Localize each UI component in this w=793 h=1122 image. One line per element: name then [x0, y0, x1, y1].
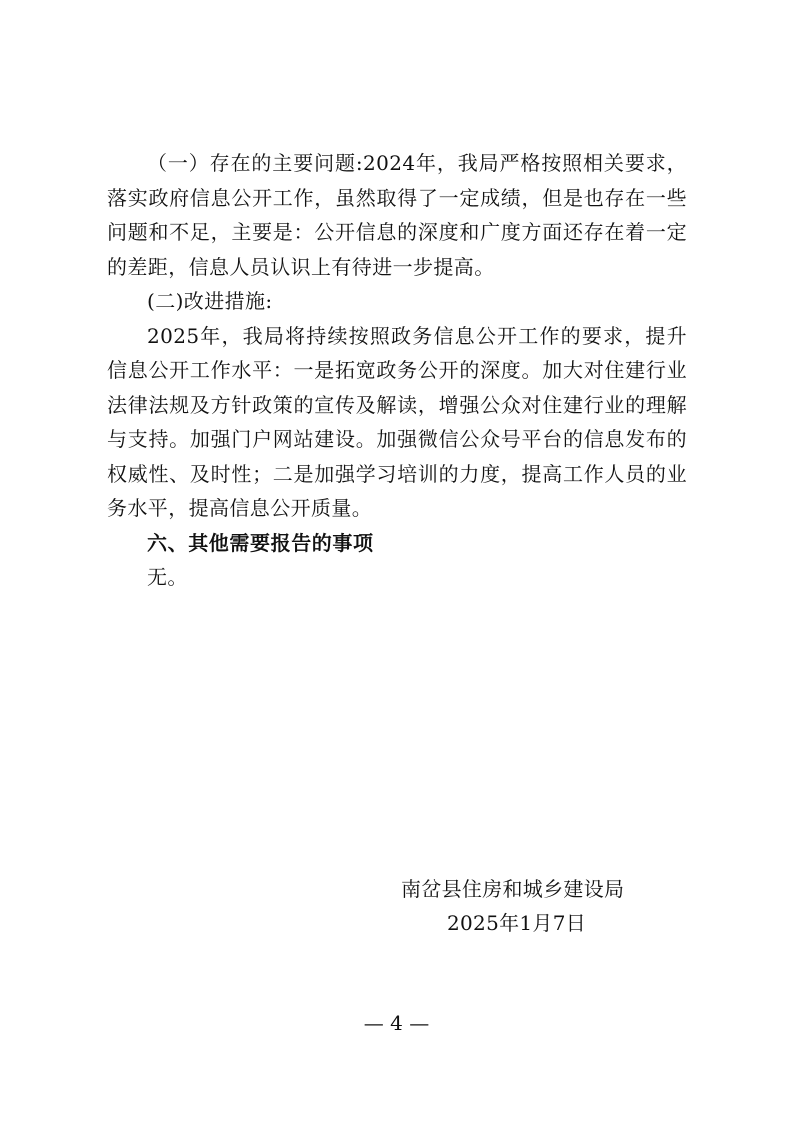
document-body: [107, 146, 687, 595]
section-body-other-matters: 无。: [147, 565, 188, 589]
signature-date: 2025年1月7日: [447, 911, 587, 935]
page-number: — 4 —: [363, 1011, 430, 1035]
section-heading-other-matters: 六、其他需要报告的事项: [147, 530, 374, 555]
signature-organization: 南岔县住房和城乡建设局: [401, 877, 625, 901]
paragraph-improvement-heading: (二)改进措施:: [147, 289, 273, 313]
paragraph-improvement-measures: 2025年，我局将持续按照政务信息公开工作的要求，提升信息公开工作水平：一是拓宽政务公开的深度。加大对住建行业法律法规及方针政策的宣传及解读，增强公众对住建行业的理解与支持。加强门户网站建设。加强微信公众号平台的信息发布的权威性、及时性；二是加强学习培训的力度，提高工作人员的业务水平，提高信息公开质量。: [107, 323, 687, 520]
paragraph-existing-problems: （一）存在的主要问题:2024年，我局严格按照相关要求，落实政府信息公开工作，虽然取得了一定成绩，但是也存在一些问题和不足，主要是：公开信息的深度和广度方面还存在着一定的差距，信息人员认识上有待进一步提高。: [107, 151, 687, 279]
signature-block: [401, 872, 721, 940]
